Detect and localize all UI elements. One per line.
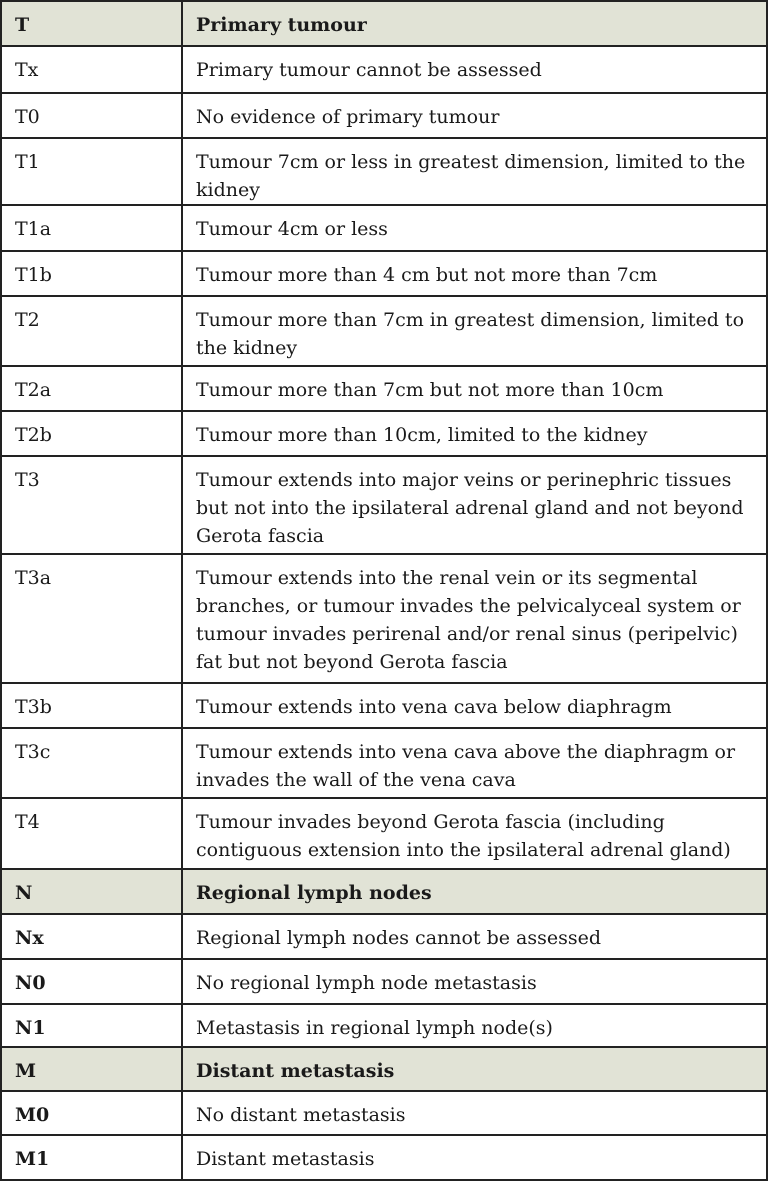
stage-code: T0 bbox=[1, 93, 182, 138]
stage-description: Regional lymph nodes cannot be assessed bbox=[182, 914, 767, 959]
table-row bbox=[1, 728, 767, 798]
stage-description: Tumour 4cm or less bbox=[182, 205, 767, 251]
stage-code: M0 bbox=[1, 1091, 182, 1135]
stage-code: T1b bbox=[1, 251, 182, 296]
stage-code: T3 bbox=[1, 456, 182, 554]
stage-description: Regional lymph nodes bbox=[182, 869, 767, 914]
stage-code: T2 bbox=[1, 296, 182, 366]
stage-code: T2a bbox=[1, 366, 182, 411]
stage-description: Tumour more than 7cm but not more than 10cm bbox=[182, 366, 767, 411]
stage-description: Tumour invades beyond Gerota fascia (including contiguous extension into the ipsilateral adrenal gland) bbox=[182, 798, 767, 869]
stage-description: No evidence of primary tumour bbox=[182, 93, 767, 138]
stage-description: Tumour extends into vena cava below diaphragm bbox=[182, 683, 767, 728]
stage-code: T1a bbox=[1, 205, 182, 251]
stage-description: No regional lymph node metastasis bbox=[182, 959, 767, 1004]
table-row bbox=[1, 366, 767, 411]
stage-description: Primary tumour bbox=[182, 1, 767, 46]
section-header-row bbox=[1, 1, 767, 46]
table-row bbox=[1, 914, 767, 959]
stage-code: M1 bbox=[1, 1135, 182, 1180]
stage-description: Tumour more than 4 cm but not more than 7cm bbox=[182, 251, 767, 296]
stage-code: T1 bbox=[1, 138, 182, 205]
table-row bbox=[1, 251, 767, 296]
section-header-row bbox=[1, 1047, 767, 1091]
table-row bbox=[1, 296, 767, 366]
table-row bbox=[1, 138, 767, 205]
stage-description: Tumour extends into vena cava above the diaphragm or invades the wall of the vena cava bbox=[182, 728, 767, 798]
stage-description: Tumour extends into the renal vein or its segmental branches, or tumour invades the pelvicalyceal system or tumour invades perirenal and/or renal sinus (peripelvic) fat but not beyond Gerota fascia bbox=[182, 554, 767, 683]
stage-description: Metastasis in regional lymph node(s) bbox=[182, 1004, 767, 1047]
stage-code: T bbox=[1, 1, 182, 46]
stage-description: Tumour extends into major veins or perinephric tissues but not into the ipsilateral adrenal gland and not beyond Gerota fascia bbox=[182, 456, 767, 554]
table-row bbox=[1, 46, 767, 93]
table-row bbox=[1, 1004, 767, 1047]
section-header-row bbox=[1, 869, 767, 914]
table-row bbox=[1, 554, 767, 683]
stage-code: T3c bbox=[1, 728, 182, 798]
table-row bbox=[1, 1135, 767, 1180]
stage-code: T3b bbox=[1, 683, 182, 728]
stage-code: T4 bbox=[1, 798, 182, 869]
stage-code: N0 bbox=[1, 959, 182, 1004]
stage-description: Tumour more than 7cm in greatest dimension, limited to the kidney bbox=[182, 296, 767, 366]
stage-code: Tx bbox=[1, 46, 182, 93]
stage-code: Nx bbox=[1, 914, 182, 959]
stage-description: Tumour more than 10cm, limited to the kidney bbox=[182, 411, 767, 456]
stage-description: No distant metastasis bbox=[182, 1091, 767, 1135]
stage-description: Primary tumour cannot be assessed bbox=[182, 46, 767, 93]
table-row bbox=[1, 683, 767, 728]
table-row bbox=[1, 93, 767, 138]
table-row bbox=[1, 456, 767, 554]
stage-description: Distant metastasis bbox=[182, 1047, 767, 1091]
stage-description: Tumour 7cm or less in greatest dimension, limited to the kidney bbox=[182, 138, 767, 205]
stage-code: N bbox=[1, 869, 182, 914]
table-row bbox=[1, 1091, 767, 1135]
table-row bbox=[1, 411, 767, 456]
stage-code: T2b bbox=[1, 411, 182, 456]
table-row bbox=[1, 205, 767, 251]
table-row bbox=[1, 798, 767, 869]
stage-code: T3a bbox=[1, 554, 182, 683]
stage-description: Distant metastasis bbox=[182, 1135, 767, 1180]
stage-code: N1 bbox=[1, 1004, 182, 1047]
stage-code: M bbox=[1, 1047, 182, 1091]
table-row bbox=[1, 959, 767, 1004]
